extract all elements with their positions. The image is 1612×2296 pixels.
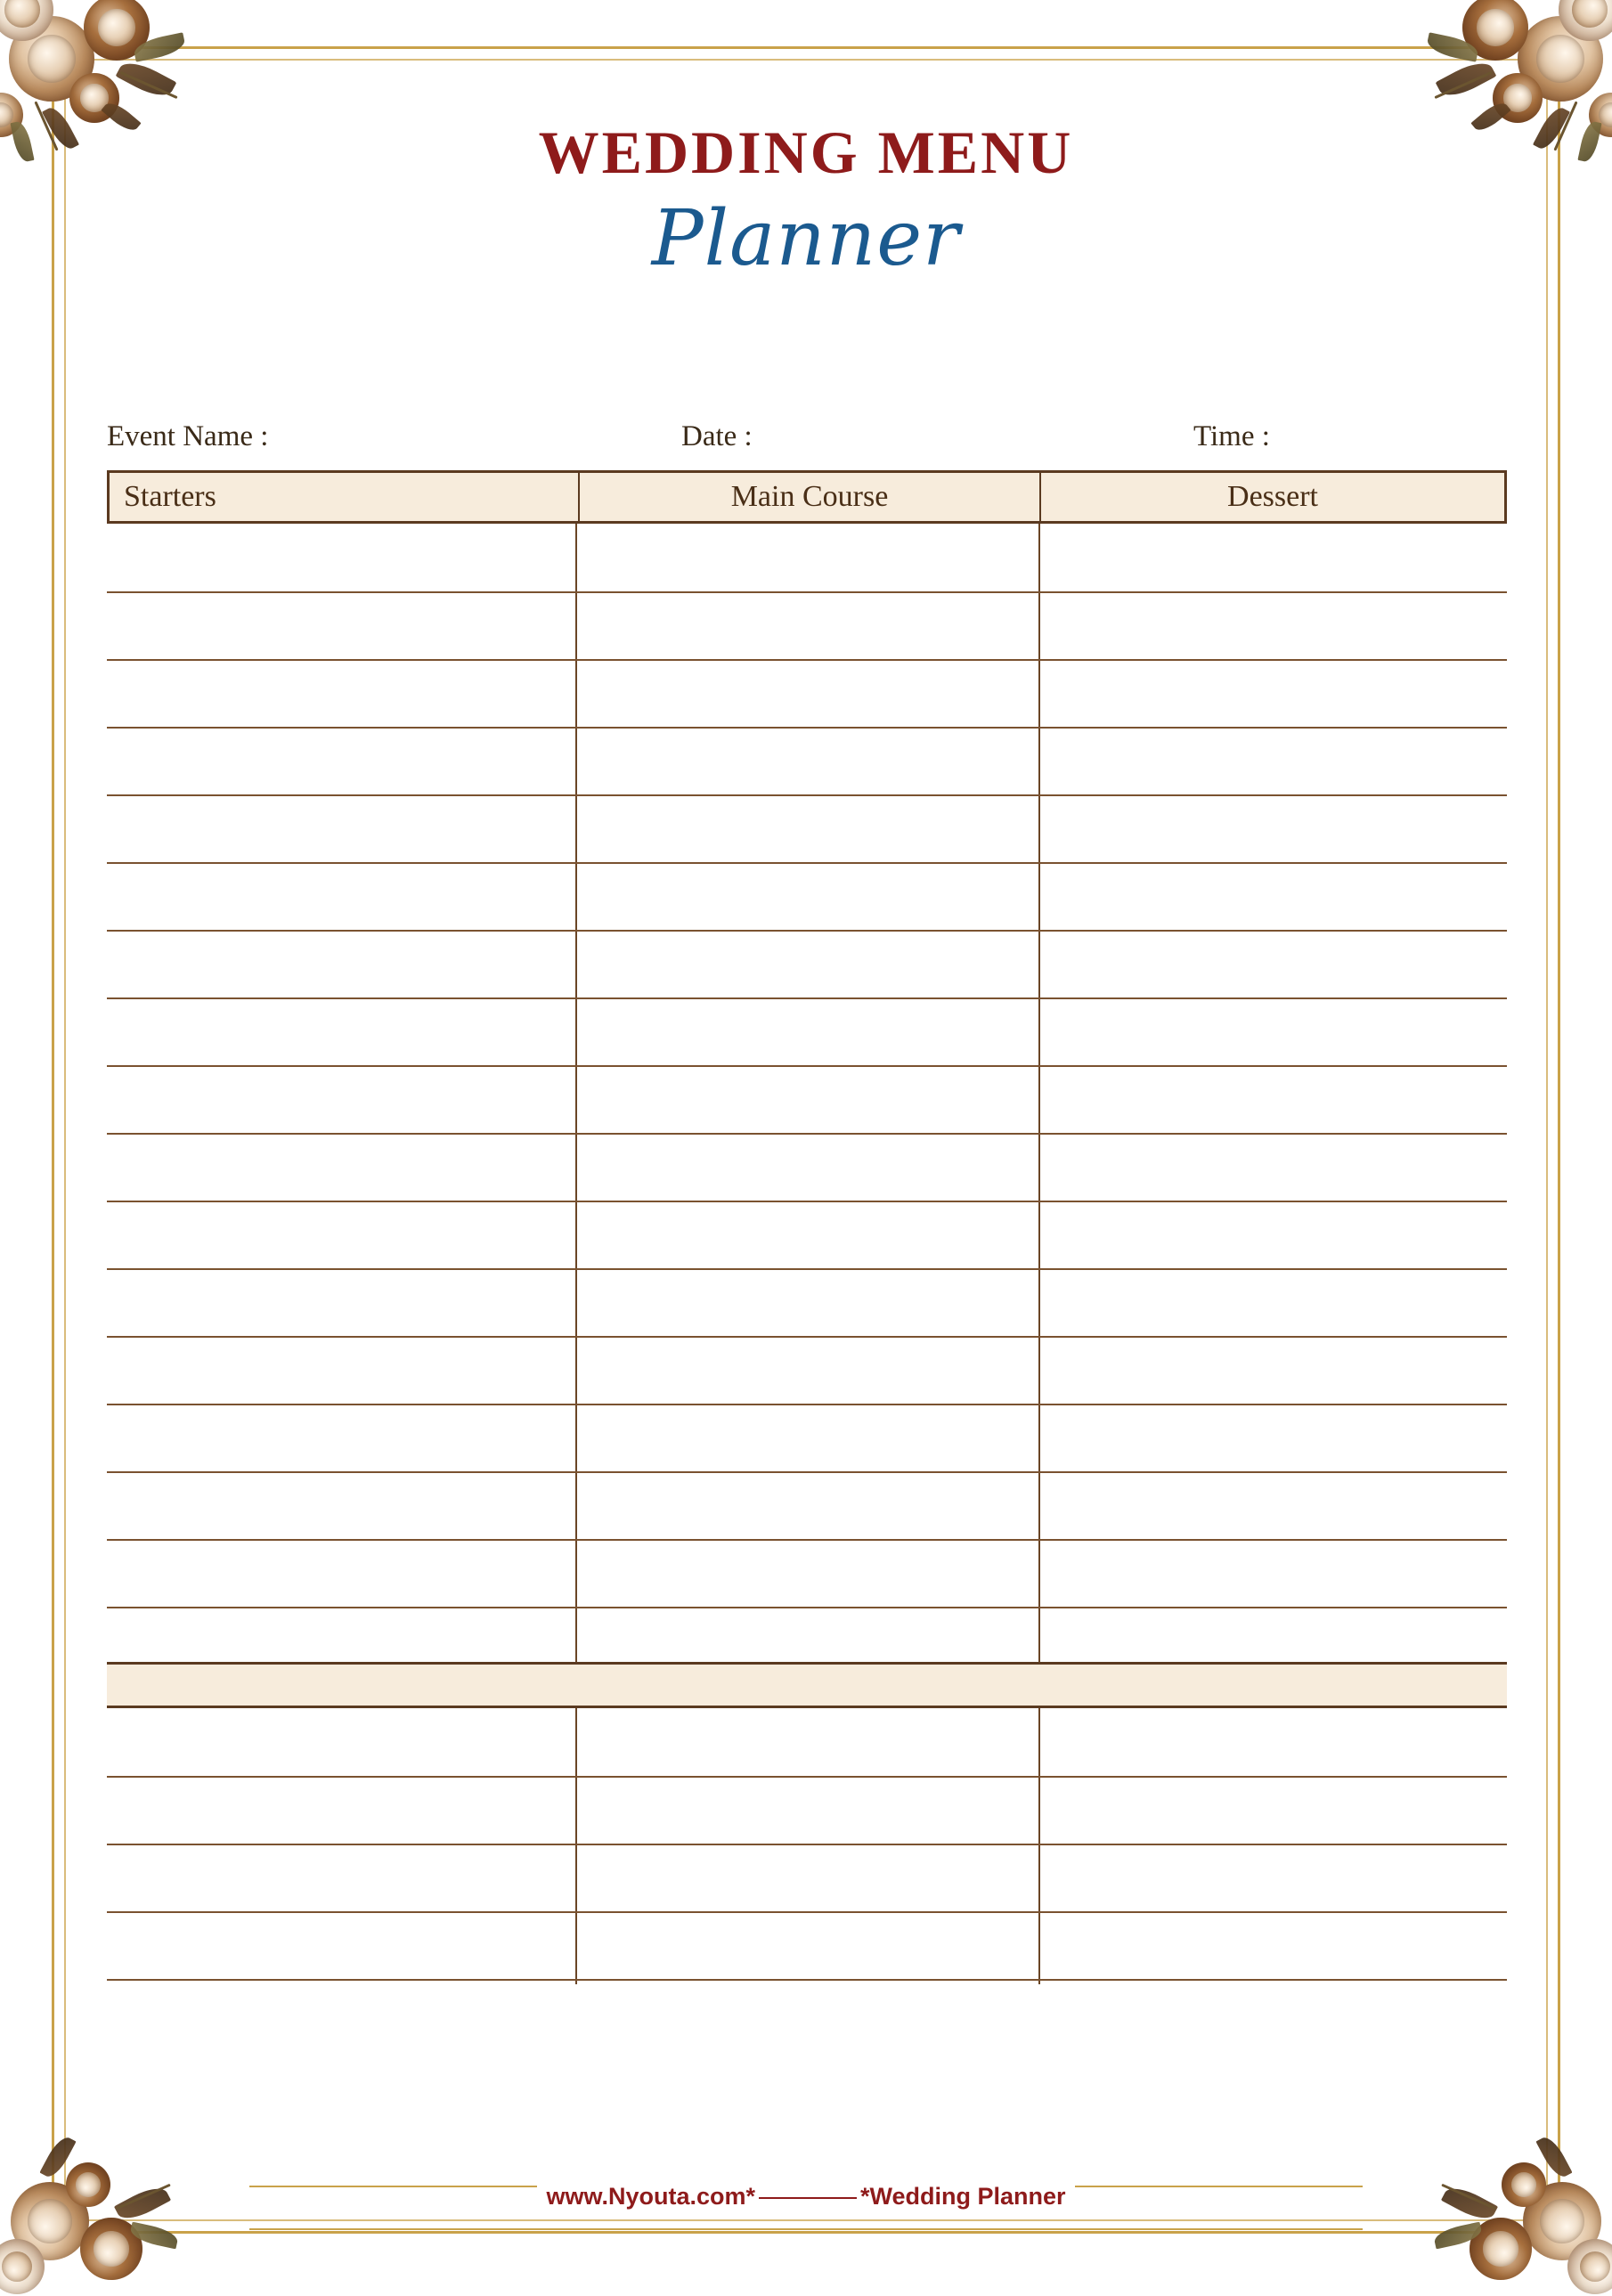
menu-table [107,470,1507,1984]
table-row[interactable] [107,1776,1507,1778]
column-divider-2 [1038,524,1040,1984]
table-row[interactable] [107,591,1507,593]
table-row[interactable] [107,1539,1507,1541]
event-fields-row [107,420,1505,460]
table-row[interactable] [107,930,1507,932]
table-row[interactable] [107,1404,1507,1405]
table-row[interactable] [107,1607,1507,1608]
table-row[interactable] [107,1471,1507,1473]
column-header-dessert: Dessert [1227,480,1318,513]
table-body-grid[interactable] [107,524,1507,1984]
footer-star-right: * [860,2183,870,2210]
table-row[interactable] [107,1133,1507,1135]
page-subtitle: Planner [651,194,961,283]
time-label: Time : [1193,420,1270,452]
footer-site[interactable]: www.Nyouta.com [546,2183,746,2210]
column-divider-1 [575,524,577,1984]
footer-label: Wedding Planner [869,2183,1066,2210]
table-highlight-band[interactable] [107,1662,1507,1708]
table-row[interactable] [107,1844,1507,1845]
table-row[interactable] [107,862,1507,864]
column-header-main-course: Main Course [580,473,1041,521]
table-row[interactable] [107,659,1507,661]
table-row[interactable] [107,1268,1507,1270]
table-row[interactable] [107,1336,1507,1338]
footer-text [537,2183,1074,2211]
table-row[interactable] [107,1911,1507,1913]
date-label: Date : [681,420,753,452]
table-row[interactable] [107,1201,1507,1202]
footer-star-left: * [745,2183,755,2210]
footer [0,2183,1612,2211]
footer-dash [759,2197,857,2199]
column-header-starters: Starters [110,473,580,521]
table-row[interactable] [107,727,1507,729]
table-row[interactable] [107,1979,1507,1981]
event-name-label: Event Name : [107,420,269,452]
page-title: WEDDING MENU [538,118,1074,186]
footer-rule-bottom [249,2228,1363,2230]
table-row[interactable] [107,1065,1507,1067]
table-header-row [107,470,1507,524]
table-row[interactable] [107,997,1507,999]
table-row[interactable] [107,794,1507,796]
